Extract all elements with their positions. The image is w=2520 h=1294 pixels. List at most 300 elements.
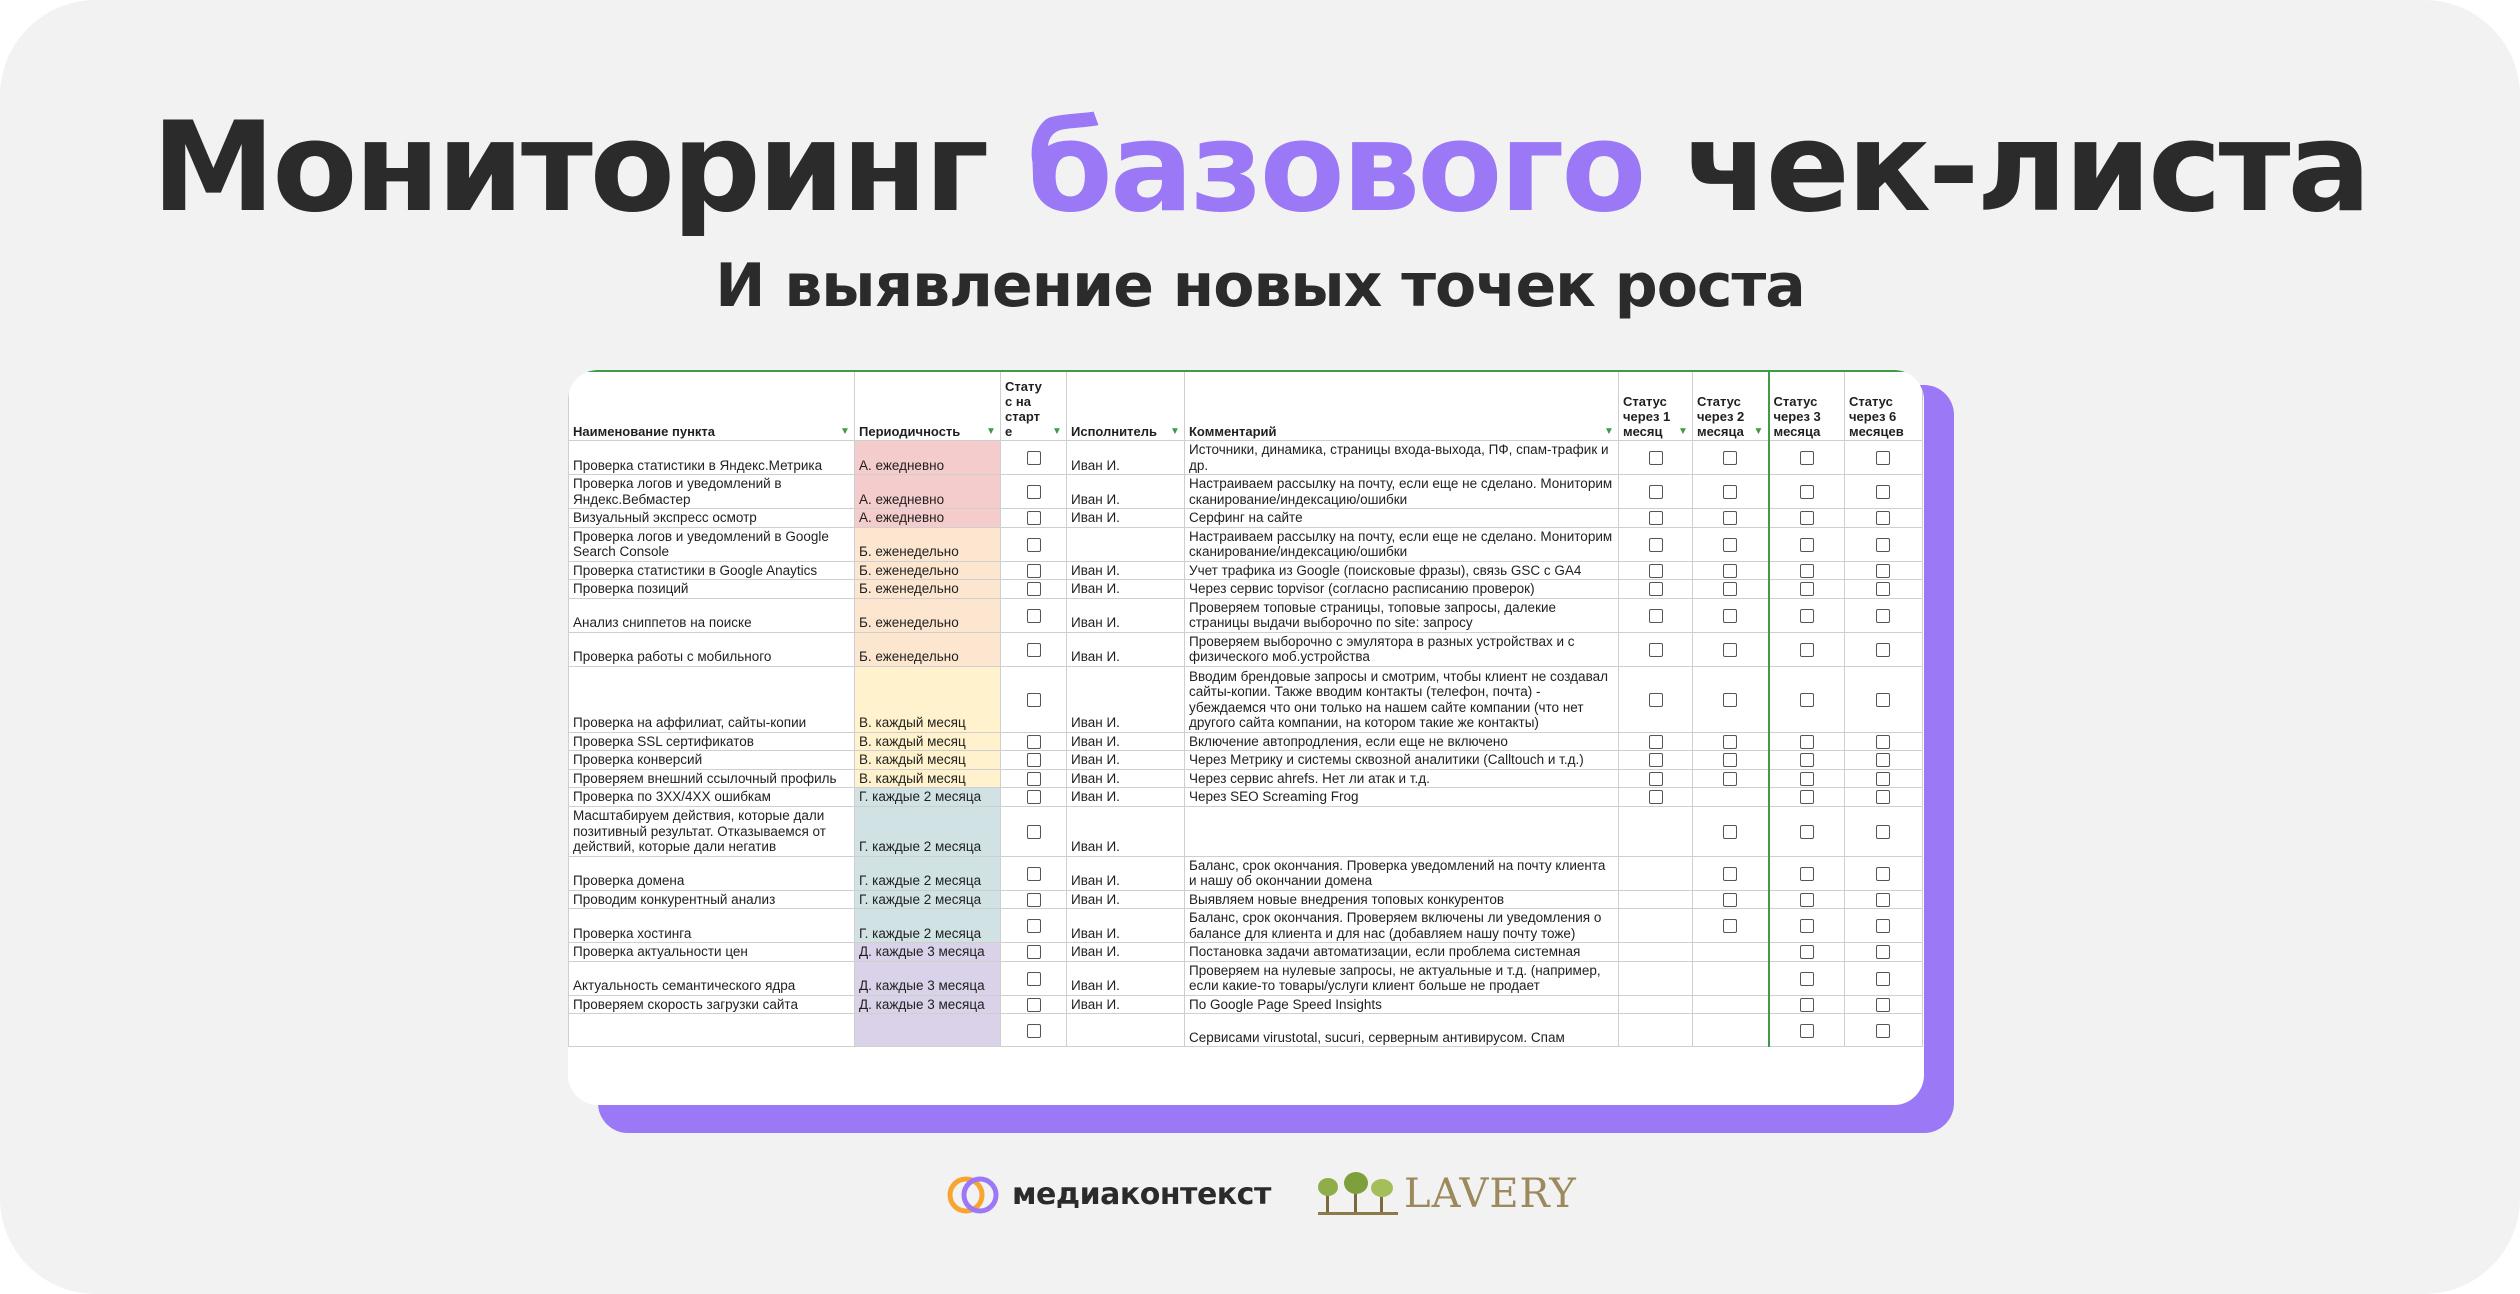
cell-period[interactable]: Д. каждые 3 месяца	[855, 995, 1001, 1014]
cell-status-1m	[1619, 561, 1693, 580]
cell-comment[interactable]: Серфинг на сайте	[1185, 509, 1619, 528]
cell-period[interactable]: А. ежедневно	[855, 441, 1001, 475]
cell-name[interactable]: Проверка на аффилиат, сайты-копии	[569, 666, 855, 732]
checkbox[interactable]	[1027, 772, 1041, 786]
checkbox[interactable]	[1800, 945, 1814, 959]
table-row	[569, 580, 1923, 599]
checkbox[interactable]	[1649, 451, 1663, 465]
checkbox[interactable]	[1649, 609, 1663, 623]
cell-name[interactable]: Визуальный экспресс осмотр	[569, 509, 855, 528]
table-row	[569, 598, 1923, 632]
cell-status-1m	[1619, 806, 1693, 856]
checkbox[interactable]	[1649, 511, 1663, 525]
cell-name[interactable]: Актуальность семантического ядра	[569, 961, 855, 995]
cell-status-1m	[1619, 527, 1693, 561]
cell-status-3m	[1769, 527, 1845, 561]
cell-executor[interactable]: Иван И.	[1067, 890, 1185, 909]
checkbox[interactable]	[1800, 893, 1814, 907]
title-accent: базового	[1026, 96, 1644, 240]
filter-icon[interactable]: ▼	[986, 426, 996, 437]
checkbox[interactable]	[1723, 735, 1737, 749]
cell-status-1m	[1619, 856, 1693, 890]
cell-comment[interactable]: Настраиваем рассылку на почту, если еще не сделано. Мониторим сканирование/индексацию/ошибки	[1185, 475, 1619, 509]
cell-status-start	[1001, 788, 1067, 807]
table-row	[569, 441, 1923, 475]
checkbox[interactable]	[1723, 693, 1737, 707]
cell-executor[interactable]: Иван И.	[1067, 580, 1185, 599]
cell-comment[interactable]: Включение автопродления, если еще не включено	[1185, 732, 1619, 751]
cell-status-2m	[1693, 509, 1769, 528]
header-period[interactable]: Периодичность ▼	[855, 371, 1001, 441]
checkbox[interactable]	[1027, 564, 1041, 578]
checkbox[interactable]	[1027, 753, 1041, 767]
cell-name[interactable]: Анализ сниппетов на поиске	[569, 598, 855, 632]
cell-period[interactable]: В. каждый месяц	[855, 666, 1001, 732]
checkbox[interactable]	[1800, 451, 1814, 465]
cell-name[interactable]: Проверка хостинга	[569, 909, 855, 943]
cell-status-start	[1001, 856, 1067, 890]
checkbox[interactable]	[1723, 893, 1737, 907]
cell-period[interactable]: В. каждый месяц	[855, 751, 1001, 770]
cell-status-start	[1001, 1014, 1067, 1047]
checkbox[interactable]	[1876, 735, 1890, 749]
checkbox[interactable]	[1723, 582, 1737, 596]
cell-name[interactable]: Проверка конверсий	[569, 751, 855, 770]
cell-status-3m	[1769, 561, 1845, 580]
checkbox[interactable]	[1800, 825, 1814, 839]
cell-status-1m	[1619, 509, 1693, 528]
table-row	[569, 961, 1923, 995]
cell-period[interactable]: Б. еженедельно	[855, 598, 1001, 632]
cell-name[interactable]: Проверка позиций	[569, 580, 855, 599]
cell-name[interactable]: Проводим конкурентный анализ	[569, 890, 855, 909]
cell-period[interactable]: Г. каждые 2 месяца	[855, 909, 1001, 943]
cell-status-1m	[1619, 732, 1693, 751]
cell-status-6m	[1845, 509, 1923, 528]
cell-executor[interactable]	[1067, 1014, 1185, 1047]
cell-period[interactable]: Б. еженедельно	[855, 527, 1001, 561]
checkbox[interactable]	[1876, 1024, 1890, 1038]
header-status-2m[interactable]: Статус через 2 месяца ▼	[1693, 371, 1769, 441]
page-title	[0, 96, 2520, 240]
cell-status-start	[1001, 666, 1067, 732]
cell-status-1m	[1619, 441, 1693, 475]
cell-status-2m	[1693, 666, 1769, 732]
cell-comment[interactable]: Сервисами virustotal, sucuri, серверным антивирусом. Спам	[1185, 1014, 1619, 1047]
cell-status-start	[1001, 509, 1067, 528]
cell-status-2m	[1693, 475, 1769, 509]
checkbox[interactable]	[1027, 693, 1041, 707]
cell-status-3m	[1769, 751, 1845, 770]
cell-status-6m	[1845, 441, 1923, 475]
checkbox[interactable]	[1723, 643, 1737, 657]
checkbox[interactable]	[1800, 919, 1814, 933]
checkbox[interactable]	[1800, 609, 1814, 623]
checkbox[interactable]	[1649, 753, 1663, 767]
cell-executor[interactable]: Иван И.	[1067, 666, 1185, 732]
checkbox[interactable]	[1649, 485, 1663, 499]
cell-period[interactable]: Г. каждые 2 месяца	[855, 788, 1001, 807]
cell-comment[interactable]: По Google Page Speed Insights	[1185, 995, 1619, 1014]
checkbox[interactable]	[1876, 972, 1890, 986]
cell-period[interactable]	[855, 1014, 1001, 1047]
checkbox[interactable]	[1027, 582, 1041, 596]
cell-status-3m	[1769, 769, 1845, 788]
spreadsheet-card	[568, 370, 1924, 1105]
checkbox[interactable]	[1876, 772, 1890, 786]
checkbox[interactable]	[1027, 609, 1041, 623]
checkbox[interactable]	[1723, 825, 1737, 839]
cell-name[interactable]: Проверяем скорость загрузки сайта	[569, 995, 855, 1014]
checkbox[interactable]	[1027, 945, 1041, 959]
checkbox[interactable]	[1649, 772, 1663, 786]
cell-name[interactable]: Проверка работы с мобильного	[569, 632, 855, 666]
checkbox[interactable]	[1876, 790, 1890, 804]
cell-status-6m	[1845, 475, 1923, 509]
cell-comment[interactable]: Баланс, срок окончания. Проверка уведомлений на почту клиента и нашу об окончании домена	[1185, 856, 1619, 890]
cell-status-2m	[1693, 527, 1769, 561]
cell-status-start	[1001, 732, 1067, 751]
cell-name[interactable]: Проверяем внешний ссылочный профиль	[569, 769, 855, 788]
cell-status-start	[1001, 751, 1067, 770]
cell-executor[interactable]: Иван И.	[1067, 509, 1185, 528]
checkbox[interactable]	[1800, 867, 1814, 881]
cell-status-6m	[1845, 943, 1923, 962]
filter-icon[interactable]: ▼	[1678, 426, 1688, 437]
cell-status-3m	[1769, 788, 1845, 807]
cell-status-start	[1001, 890, 1067, 909]
filter-icon[interactable]: ▼	[1753, 426, 1764, 437]
cell-status-2m	[1693, 806, 1769, 856]
checkbox[interactable]	[1876, 582, 1890, 596]
cell-name[interactable]: Проверка по 3ХХ/4ХХ ошибкам	[569, 788, 855, 807]
checkbox[interactable]	[1800, 538, 1814, 552]
cell-status-6m	[1845, 806, 1923, 856]
cell-status-start	[1001, 769, 1067, 788]
filter-icon[interactable]: ▼	[1604, 426, 1614, 437]
checkbox[interactable]	[1027, 538, 1041, 552]
cell-status-6m	[1845, 1014, 1923, 1047]
checkbox[interactable]	[1027, 485, 1041, 499]
checkbox[interactable]	[1800, 790, 1814, 804]
cell-status-3m	[1769, 856, 1845, 890]
cell-name[interactable]	[569, 1014, 855, 1047]
checkbox[interactable]	[1027, 893, 1041, 907]
rings-icon	[946, 1173, 1002, 1217]
cell-status-1m	[1619, 995, 1693, 1014]
cell-comment[interactable]: Через сервис topvisor (согласно расписанию проверок)	[1185, 580, 1619, 599]
checkbox[interactable]	[1876, 693, 1890, 707]
cell-status-2m	[1693, 1014, 1769, 1047]
cell-name[interactable]: Проверка логов и уведомлений в Яндекс.Вебмастер	[569, 475, 855, 509]
cell-status-3m	[1769, 509, 1845, 528]
checkbox[interactable]	[1723, 609, 1737, 623]
table-row	[569, 995, 1923, 1014]
cell-period[interactable]: А. ежедневно	[855, 475, 1001, 509]
cell-comment[interactable]: Проверяем топовые страницы, топовые запросы, далекие страницы выдачи выборочно по site: запросу	[1185, 598, 1619, 632]
cell-status-2m	[1693, 441, 1769, 475]
checkbox[interactable]	[1876, 753, 1890, 767]
cell-period[interactable]: В. каждый месяц	[855, 769, 1001, 788]
cell-status-1m	[1619, 909, 1693, 943]
cell-status-6m	[1845, 580, 1923, 599]
header-status-1m[interactable]: Статус через 1 месяц ▼	[1619, 371, 1693, 441]
cell-name[interactable]: Проверка статистики в Google Anaytics	[569, 561, 855, 580]
cell-name[interactable]: Проверка домена	[569, 856, 855, 890]
cell-executor[interactable]: Иван И.	[1067, 632, 1185, 666]
cell-executor[interactable]	[1067, 527, 1185, 561]
cell-status-3m	[1769, 732, 1845, 751]
cell-executor[interactable]: Иван И.	[1067, 441, 1185, 475]
cell-period[interactable]: Б. еженедельно	[855, 580, 1001, 599]
table-row	[569, 806, 1923, 856]
table-row	[569, 751, 1923, 770]
checkbox[interactable]	[1027, 790, 1041, 804]
cell-status-6m	[1845, 961, 1923, 995]
cell-status-6m	[1845, 890, 1923, 909]
table-row	[569, 475, 1923, 509]
checkbox[interactable]	[1649, 582, 1663, 596]
checkbox[interactable]	[1723, 919, 1737, 933]
checkbox[interactable]	[1027, 451, 1041, 465]
cell-name[interactable]: Проверка актуальности цен	[569, 943, 855, 962]
checkbox[interactable]	[1800, 485, 1814, 499]
cell-status-6m	[1845, 527, 1923, 561]
checkbox[interactable]	[1027, 919, 1041, 933]
cell-status-3m	[1769, 909, 1845, 943]
cell-comment[interactable]: Выявляем новые внедрения топовых конкурентов	[1185, 890, 1619, 909]
checkbox[interactable]	[1027, 511, 1041, 525]
cell-status-1m	[1619, 788, 1693, 807]
checkbox[interactable]	[1800, 693, 1814, 707]
table-row	[569, 1014, 1923, 1047]
table-row	[569, 856, 1923, 890]
table-row	[569, 769, 1923, 788]
cell-comment[interactable]: Учет трафика из Google (поисковые фразы), связь GSC с GA4	[1185, 561, 1619, 580]
checkbox[interactable]	[1649, 735, 1663, 749]
cell-status-6m	[1845, 856, 1923, 890]
cell-status-1m	[1619, 632, 1693, 666]
checkbox[interactable]	[1027, 735, 1041, 749]
checkbox[interactable]	[1649, 538, 1663, 552]
cell-period[interactable]: Б. еженедельно	[855, 561, 1001, 580]
cell-status-2m	[1693, 598, 1769, 632]
cell-executor[interactable]: Иван И.	[1067, 732, 1185, 751]
table-row	[569, 943, 1923, 962]
checkbox[interactable]	[1800, 772, 1814, 786]
table-row	[569, 788, 1923, 807]
checkbox[interactable]	[1027, 867, 1041, 881]
cell-status-6m	[1845, 666, 1923, 732]
cell-comment[interactable]: Проверяем на нулевые запросы, не актуальные и т.д. (например, если какие-то товары/услуги клиент больше не продает	[1185, 961, 1619, 995]
cell-status-2m	[1693, 632, 1769, 666]
checkbox[interactable]	[1027, 972, 1041, 986]
checkbox[interactable]	[1800, 998, 1814, 1012]
cell-executor[interactable]: Иван И.	[1067, 769, 1185, 788]
cell-status-3m	[1769, 475, 1845, 509]
cell-status-6m	[1845, 732, 1923, 751]
checkbox[interactable]	[1723, 753, 1737, 767]
cell-executor[interactable]: Иван И.	[1067, 751, 1185, 770]
cell-status-2m	[1693, 995, 1769, 1014]
table-header-row	[569, 371, 1923, 441]
filter-icon[interactable]: ▼	[1170, 426, 1180, 437]
header-status-6m[interactable]: Статус через 6 месяцев	[1845, 371, 1923, 441]
cell-executor[interactable]: Иван И.	[1067, 788, 1185, 807]
cell-status-1m	[1619, 751, 1693, 770]
cell-status-3m	[1769, 441, 1845, 475]
cell-status-6m	[1845, 995, 1923, 1014]
header-comment[interactable]: Комментарий ▼	[1185, 371, 1619, 441]
checkbox[interactable]	[1800, 1024, 1814, 1038]
cell-status-3m	[1769, 806, 1845, 856]
title-part1: Мониторинг	[151, 96, 987, 240]
checkbox[interactable]	[1876, 485, 1890, 499]
cell-status-6m	[1845, 909, 1923, 943]
checkbox[interactable]	[1876, 609, 1890, 623]
cell-period[interactable]: В. каждый месяц	[855, 732, 1001, 751]
cell-name[interactable]: Проверка статистики в Яндекс.Метрика	[569, 441, 855, 475]
cell-name[interactable]: Масштабируем действия, которые дали позитивный результат. Отказываемся от действий, которые дали негатив	[569, 806, 855, 856]
cell-period[interactable]: Д. каждые 3 месяца	[855, 961, 1001, 995]
cell-comment[interactable]: Через Метрику и системы сквозной аналитики (Calltouch и т.д.)	[1185, 751, 1619, 770]
cell-status-start	[1001, 580, 1067, 599]
header-status-start[interactable]: Стату с на старт е ▼	[1001, 371, 1067, 441]
cell-status-1m	[1619, 1014, 1693, 1047]
cell-executor[interactable]: Иван И.	[1067, 995, 1185, 1014]
cell-name[interactable]: Проверка SSL сертификатов	[569, 732, 855, 751]
cell-status-6m	[1845, 561, 1923, 580]
cell-period[interactable]: Г. каждые 2 месяца	[855, 856, 1001, 890]
header-status-3m[interactable]: Статус через 3 месяца	[1769, 371, 1845, 441]
cell-status-2m	[1693, 788, 1769, 807]
checkbox[interactable]	[1876, 451, 1890, 465]
cell-status-start	[1001, 561, 1067, 580]
cell-status-2m	[1693, 961, 1769, 995]
cell-executor[interactable]: Иван И.	[1067, 561, 1185, 580]
cell-comment[interactable]: Через сервис ahrefs. Нет ли атак и т.д.	[1185, 769, 1619, 788]
checkbox[interactable]	[1876, 867, 1890, 881]
cell-status-3m	[1769, 890, 1845, 909]
cell-status-start	[1001, 632, 1067, 666]
cell-period[interactable]: А. ежедневно	[855, 509, 1001, 528]
cell-status-start	[1001, 806, 1067, 856]
cell-executor[interactable]: Иван И.	[1067, 909, 1185, 943]
cell-executor[interactable]: Иван И.	[1067, 943, 1185, 962]
cell-status-start	[1001, 995, 1067, 1014]
checkbox[interactable]	[1800, 582, 1814, 596]
checkbox[interactable]	[1723, 564, 1737, 578]
cell-comment[interactable]: Баланс, срок окончания. Проверяем включены ли уведомления о балансе для клиента и для нас (добавляем нашу почту тоже)	[1185, 909, 1619, 943]
page-subtitle: И выявление новых точек роста	[715, 251, 1805, 321]
checkbox[interactable]	[1649, 643, 1663, 657]
lavery-wordmark: LAVERY	[1404, 1171, 1577, 1217]
cell-status-2m	[1693, 890, 1769, 909]
cell-comment[interactable]: Проверяем выборочно с эмулятора в разных устройствах и с физического моб.устройства	[1185, 632, 1619, 666]
cell-executor[interactable]: Иван И.	[1067, 856, 1185, 890]
checkbox[interactable]	[1876, 643, 1890, 657]
checkbox[interactable]	[1649, 693, 1663, 707]
checkbox[interactable]	[1800, 972, 1814, 986]
cell-status-6m	[1845, 788, 1923, 807]
checkbox[interactable]	[1876, 564, 1890, 578]
cell-status-3m	[1769, 632, 1845, 666]
checkbox[interactable]	[1800, 564, 1814, 578]
checkbox[interactable]	[1800, 511, 1814, 525]
cell-status-3m	[1769, 1014, 1845, 1047]
cell-period[interactable]: Г. каждые 2 месяца	[855, 806, 1001, 856]
checkbox[interactable]	[1800, 753, 1814, 767]
checkbox[interactable]	[1876, 893, 1890, 907]
checkbox[interactable]	[1876, 919, 1890, 933]
cell-period[interactable]: Г. каждые 2 месяца	[855, 890, 1001, 909]
cell-status-3m	[1769, 961, 1845, 995]
cell-status-6m	[1845, 598, 1923, 632]
cell-name[interactable]: Проверка логов и уведомлений в Google Search Console	[569, 527, 855, 561]
cell-status-2m	[1693, 580, 1769, 599]
checkbox[interactable]	[1723, 451, 1737, 465]
cell-executor[interactable]: Иван И.	[1067, 475, 1185, 509]
cell-status-3m	[1769, 666, 1845, 732]
checkbox[interactable]	[1876, 538, 1890, 552]
cell-period[interactable]: Б. еженедельно	[855, 632, 1001, 666]
cell-status-start	[1001, 441, 1067, 475]
cell-status-start	[1001, 598, 1067, 632]
cell-status-start	[1001, 943, 1067, 962]
cell-status-2m	[1693, 909, 1769, 943]
cell-executor[interactable]: Иван И.	[1067, 806, 1185, 856]
cell-comment[interactable]: Постановка задачи автоматизации, если проблема системная	[1185, 943, 1619, 962]
checkbox[interactable]	[1723, 772, 1737, 786]
checkbox[interactable]	[1027, 1024, 1041, 1038]
checkbox[interactable]	[1876, 998, 1890, 1012]
filter-icon[interactable]: ▼	[840, 426, 850, 437]
cell-comment[interactable]: Настраиваем рассылку на почту, если еще не сделано. Мониторим сканирование/индексацию/ошибки	[1185, 527, 1619, 561]
checkbox[interactable]	[1723, 485, 1737, 499]
checkbox[interactable]	[1027, 998, 1041, 1012]
checkbox[interactable]	[1723, 511, 1737, 525]
checkbox[interactable]	[1027, 643, 1041, 657]
checkbox[interactable]	[1876, 825, 1890, 839]
header-executor[interactable]: Исполнитель ▼	[1067, 371, 1185, 441]
table-row	[569, 632, 1923, 666]
checkbox[interactable]	[1800, 735, 1814, 749]
cell-period[interactable]: Д. каждые 3 месяца	[855, 943, 1001, 962]
cell-status-start	[1001, 909, 1067, 943]
checkbox[interactable]	[1876, 511, 1890, 525]
cell-comment[interactable]: Через SEO Screaming Frog	[1185, 788, 1619, 807]
cell-comment[interactable]	[1185, 806, 1619, 856]
cell-executor[interactable]: Иван И.	[1067, 598, 1185, 632]
checkbox[interactable]	[1649, 564, 1663, 578]
cell-status-1m	[1619, 666, 1693, 732]
cell-executor[interactable]: Иван И.	[1067, 961, 1185, 995]
filter-icon[interactable]: ▼	[1052, 426, 1062, 437]
checkbox[interactable]	[1723, 538, 1737, 552]
cell-comment[interactable]: Вводим брендовые запросы и смотрим, чтобы клиент не создавал сайты-копии. Также вводим контакты (телефон, почта) - убеждаемся что они только на нашем сайте компании (что нет другого сайта компании, на котором такие же контакты)	[1185, 666, 1619, 732]
header-name[interactable]: Наименование пункта ▼	[569, 371, 855, 441]
cell-comment[interactable]: Источники, динамика, страницы входа-выхода, ПФ, спам-трафик и др.	[1185, 441, 1619, 475]
checkbox[interactable]	[1649, 790, 1663, 804]
trees-icon	[1318, 1169, 1398, 1217]
table-row	[569, 890, 1923, 909]
checkbox[interactable]	[1723, 867, 1737, 881]
table-row	[569, 527, 1923, 561]
cell-status-2m	[1693, 561, 1769, 580]
checkbox[interactable]	[1800, 643, 1814, 657]
checkbox[interactable]	[1876, 945, 1890, 959]
checkbox[interactable]	[1027, 825, 1041, 839]
